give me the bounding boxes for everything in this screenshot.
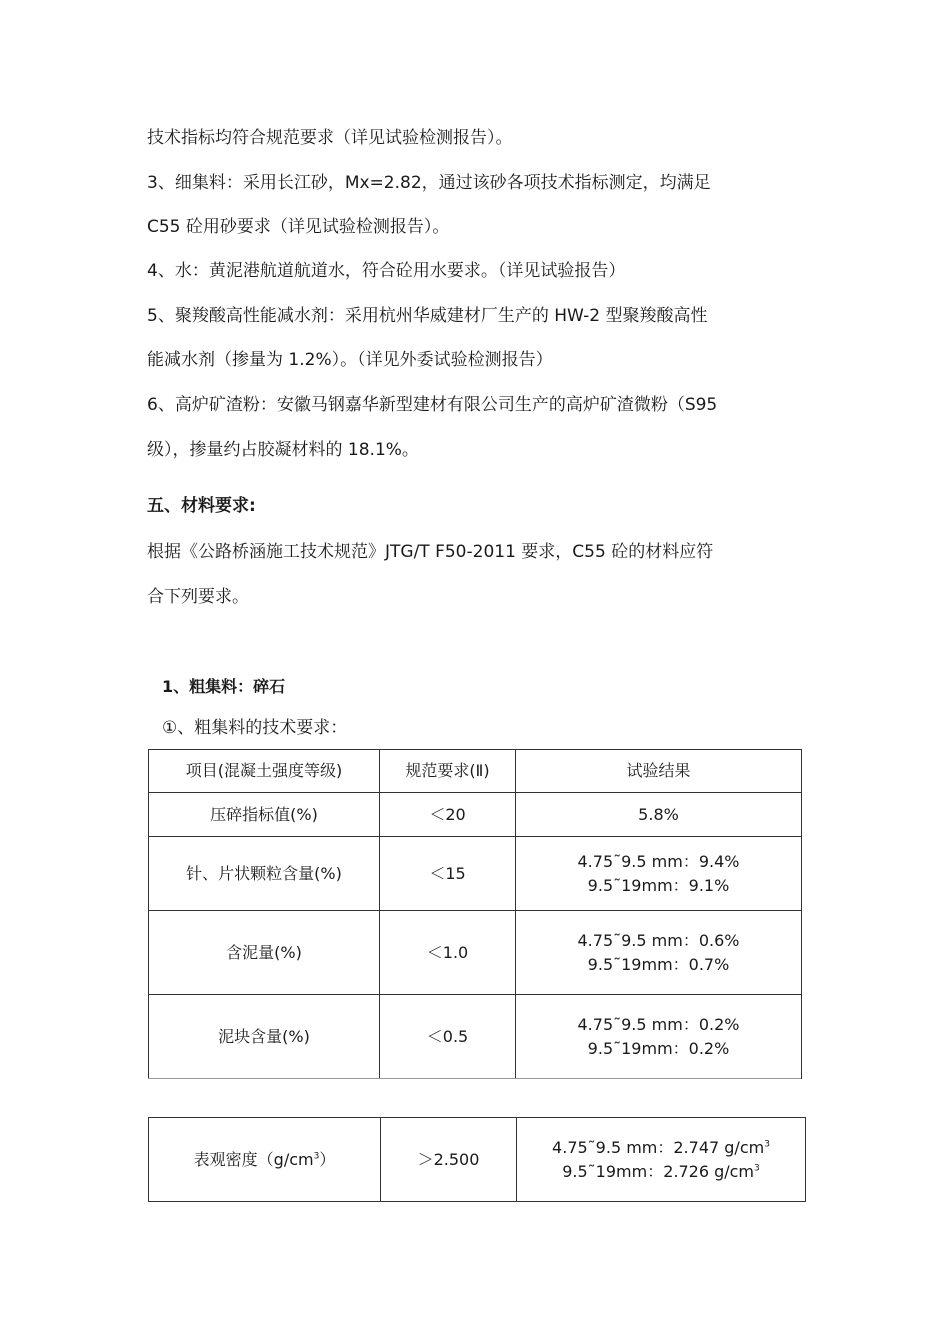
result-line: 9.5˜19mm：9.1% <box>587 875 730 895</box>
table-row <box>149 1118 806 1202</box>
subsection-heading: 1、粗集料：碎石 <box>162 677 286 696</box>
header-cell: 项目(混凝土强度等级) <box>149 750 380 793</box>
requirement-cell: ＜0.5 <box>380 995 516 1079</box>
density-table <box>148 1117 806 1202</box>
table-row <box>149 793 802 837</box>
item-cell: 压碎指标值(%) <box>149 793 380 837</box>
result-line: 4.75˜9.5 mm：9.4% <box>577 851 740 871</box>
paragraph: 6、高炉矿渣粉：安徽马钢嘉华新型建材有限公司生产的高炉矿渣微粉（S95 <box>147 395 718 415</box>
result-text: 9.5˜19mm：2.726 g/cm <box>562 1161 755 1181</box>
aggregate-requirements-table <box>148 749 802 1079</box>
item-cell: 泥块含量(%) <box>149 995 380 1079</box>
paragraph: 能减水剂（掺量为 1.2%）。（详见外委试验检测报告） <box>147 350 553 370</box>
result-line: 4.75˜9.5 mm：0.2% <box>577 1014 740 1034</box>
superscript: 3 <box>754 1163 760 1174</box>
header-cell: 试验结果 <box>516 750 802 793</box>
item-cell: 含泥量(%) <box>149 911 380 995</box>
superscript: 3 <box>313 1151 320 1162</box>
result-cell <box>517 1118 806 1202</box>
requirement-cell: ＜1.0 <box>380 911 516 995</box>
item-cell: 针、片状颗粒含量(%) <box>149 837 380 911</box>
superscript: 3 <box>764 1139 770 1150</box>
table-row <box>149 911 802 995</box>
paragraph: 3、细集料：采用长江砂，Mx=2.82，通过该砂各项技术指标测定，均满足 <box>147 173 711 193</box>
paragraph: 技术指标均符合规范要求（详见试验检测报告）。 <box>147 128 513 148</box>
table-caption: ①、粗集料的技术要求： <box>162 718 348 738</box>
paragraph: 根据《公路桥涵施工技术规范》JTG/T F50-2011 要求，C55 砼的材料应符 <box>147 542 714 562</box>
result-cell: 5.8% <box>516 793 802 837</box>
item-cell <box>149 1118 381 1202</box>
result-line: 9.5˜19mm：0.2% <box>587 1038 730 1058</box>
paragraph: 级），掺量约占胶凝材料的 18.1%。 <box>147 440 419 460</box>
table-header-row <box>149 750 802 793</box>
result-line <box>517 1160 805 1184</box>
table-row <box>149 837 802 911</box>
result-line <box>517 1136 805 1160</box>
section-heading: 五、材料要求: <box>147 496 256 516</box>
requirement-cell: ＞2.500 <box>381 1118 517 1202</box>
header-cell: 规范要求(Ⅱ) <box>380 750 516 793</box>
result-cell <box>516 911 802 995</box>
item-text: 表观密度（g/cm <box>193 1149 314 1169</box>
paragraph: C55 砼用砂要求（详见试验检测报告）。 <box>147 217 450 237</box>
table-row <box>149 995 802 1079</box>
result-line: 9.5˜19mm：0.7% <box>587 954 730 974</box>
item-text-end: ） <box>319 1149 336 1169</box>
paragraph: 合下列要求。 <box>147 587 249 607</box>
result-cell <box>516 837 802 911</box>
result-cell <box>516 995 802 1079</box>
result-text: 4.75˜9.5 mm：2.747 g/cm <box>552 1137 765 1157</box>
requirement-cell: ＜20 <box>380 793 516 837</box>
requirement-cell: ＜15 <box>380 837 516 911</box>
table-break-line <box>148 1078 801 1079</box>
paragraph: 4、水：黄泥港航道航道水，符合砼用水要求。（详见试验报告） <box>147 261 626 281</box>
paragraph: 5、聚羧酸高性能减水剂：采用杭州华威建材厂生产的 HW-2 型聚羧酸高性 <box>147 306 708 326</box>
result-line: 4.75˜9.5 mm：0.6% <box>577 930 740 950</box>
